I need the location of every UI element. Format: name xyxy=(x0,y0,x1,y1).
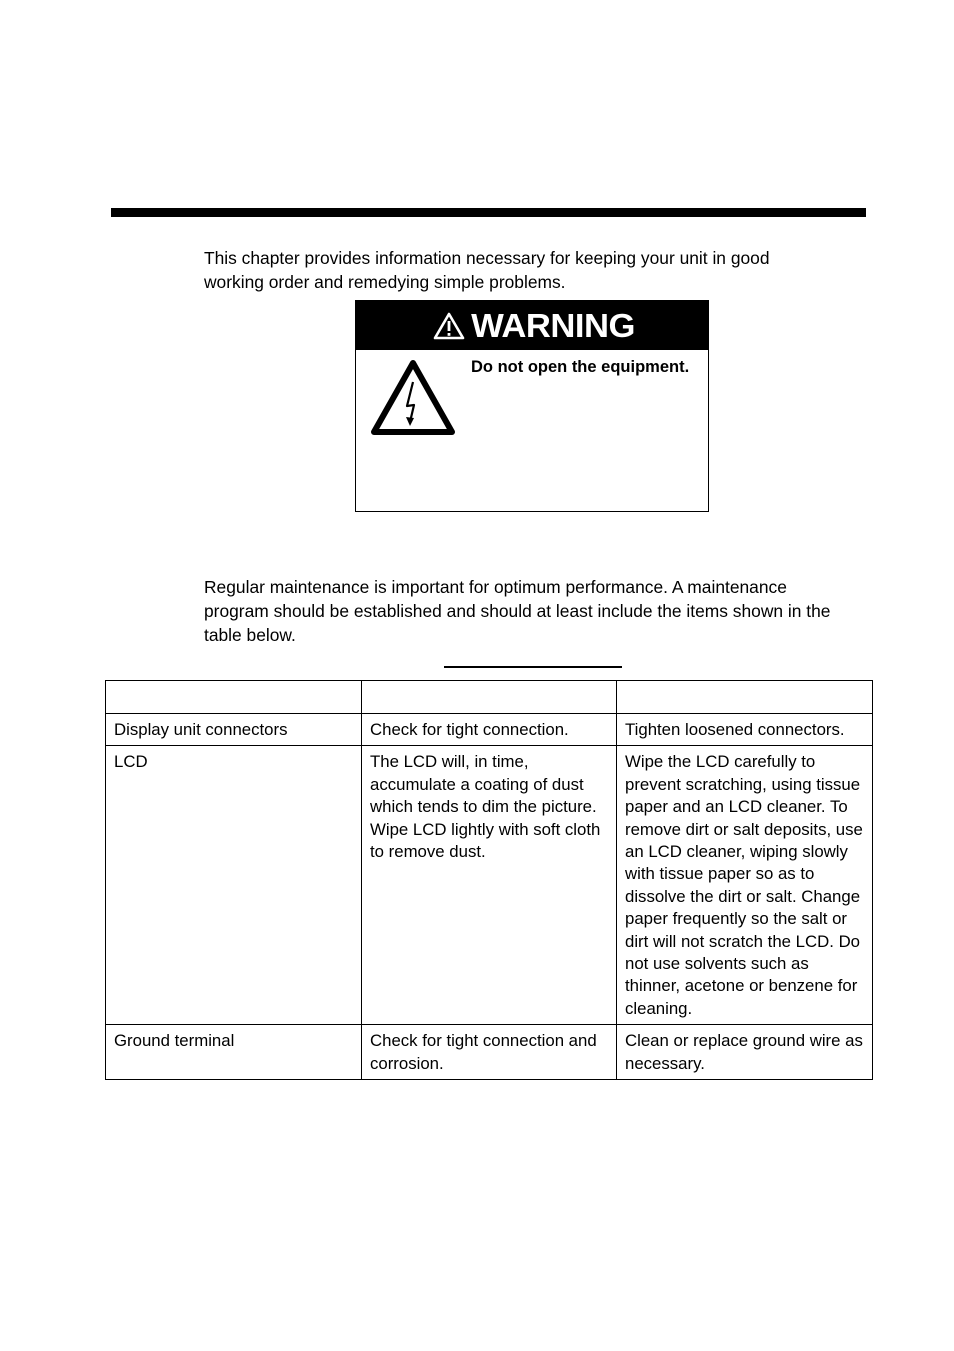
table-row xyxy=(106,714,873,746)
table-row xyxy=(106,1025,873,1080)
cell-item: Display unit connectors xyxy=(106,714,362,746)
table-header-row xyxy=(106,681,873,714)
table-title-underline xyxy=(444,666,622,668)
warning-header xyxy=(356,301,708,350)
header-cell-remedy xyxy=(617,681,873,714)
cell-item: LCD xyxy=(106,746,362,1025)
intro-paragraph: This chapter provides information necessary for keeping your unit in good working order and remedying simple problems. xyxy=(204,248,770,292)
chapter-title-rule xyxy=(111,208,866,217)
cell-check: Check for tight connection. xyxy=(362,714,617,746)
cell-item: Ground terminal xyxy=(106,1025,362,1080)
cell-check: Check for tight connection and corrosion. xyxy=(362,1025,617,1080)
cell-check: The LCD will, in time, accumulate a coating of dust which tends to dim the picture. Wipe LCD lightly with soft cloth to remove dust. xyxy=(362,746,617,1025)
header-cell-check xyxy=(362,681,617,714)
cell-remedy: Tighten loosened connectors. xyxy=(617,714,873,746)
table-row xyxy=(106,746,873,1025)
maintenance-table xyxy=(105,680,873,1080)
cell-remedy: Wipe the LCD carefully to prevent scratching, using tissue paper and an LCD cleaner. To remove dirt or salt deposits, use an LCD cleaner, wiping slowly with tissue paper so as to dissolve the dirt or salt. Change paper frequently so the salt or dirt will not scratch the LCD. Do not use solvents such as thinner, acetone or benzene for cleaning. xyxy=(617,746,873,1025)
warning-title: WARNING xyxy=(471,306,635,344)
warning-box xyxy=(355,300,709,512)
caution-triangle-icon xyxy=(433,312,465,340)
cell-remedy: Clean or replace ground wire as necessary. xyxy=(617,1025,873,1080)
header-cell-item xyxy=(106,681,362,714)
warning-message: Do not open the equipment. xyxy=(471,358,690,376)
electric-shock-icon xyxy=(370,358,456,438)
maintenance-paragraph: Regular maintenance is important for optimum performance. A maintenance program should be established and should at least include the items shown in the table below. xyxy=(204,577,831,645)
